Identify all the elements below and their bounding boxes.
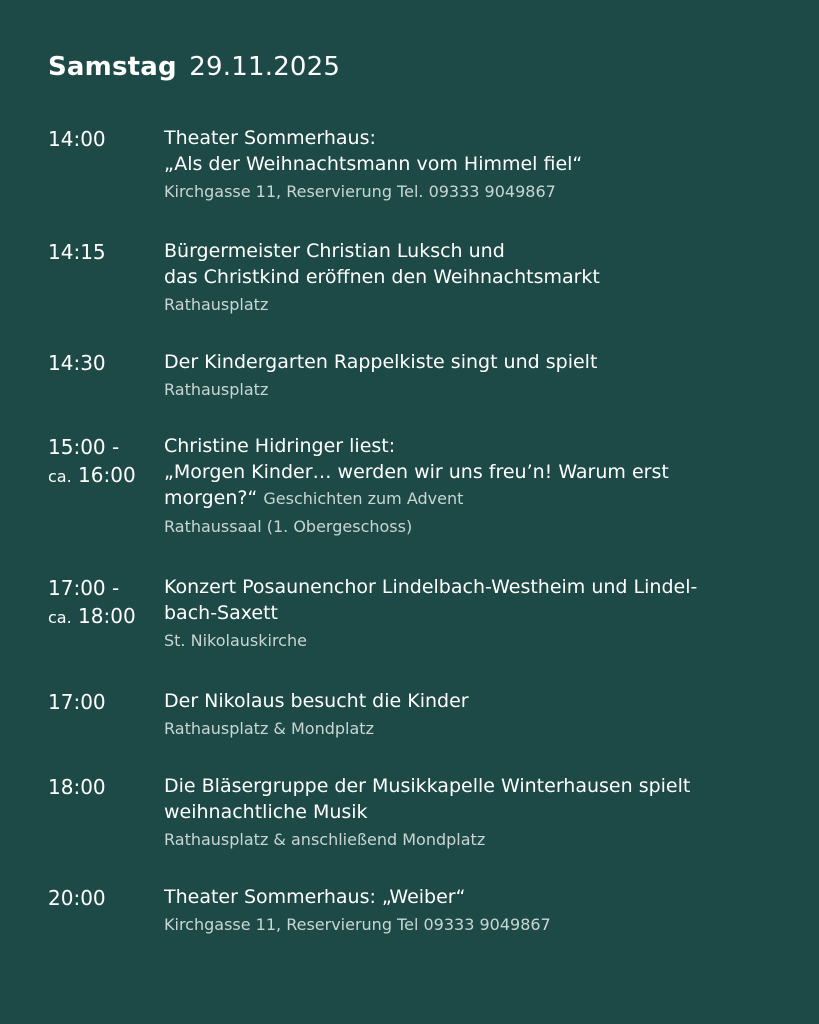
event-location: Rathausplatz <box>164 380 269 399</box>
event-title <box>164 688 794 714</box>
event-title <box>164 238 794 290</box>
event-title-line <box>164 485 794 512</box>
event-time-end <box>48 602 158 632</box>
event-time-start: 15:00 - <box>48 435 120 459</box>
event-title-line: weihnachtliche Musik <box>164 801 368 823</box>
day-label: Samstag <box>48 52 177 82</box>
event-title-line: Christine Hidringer liest: <box>164 435 396 457</box>
event-title-line: Bürgermeister Christian Luksch und <box>164 240 505 262</box>
event-details <box>164 125 794 205</box>
event-time-prefix: ca. <box>48 608 72 627</box>
event-title <box>164 884 794 910</box>
event-time-end-value: 16:00 <box>78 463 136 487</box>
event-details <box>164 884 794 938</box>
date-label: 29.11.2025 <box>189 52 341 82</box>
event-time: 20:00 <box>48 886 106 910</box>
event-location: Rathausplatz <box>164 295 269 314</box>
event-title-line: Der Kindergarten Rappelkiste singt und spielt <box>164 351 598 373</box>
event-title-line: das Christkind eröffnen den Weihnachtsmarkt <box>164 266 600 288</box>
event-location: Rathausplatz & Mondplatz <box>164 719 374 738</box>
event-location: Rathaussaal (1. Obergeschoss) <box>164 517 413 536</box>
event-details <box>164 349 794 403</box>
event-title-line: Theater Sommerhaus: „Weiber“ <box>164 886 466 908</box>
event-details <box>164 238 794 318</box>
event-time-prefix: ca. <box>48 467 72 486</box>
event-details <box>164 574 794 654</box>
event-title-line: Der Nikolaus besucht die Kinder <box>164 690 469 712</box>
event-title-line: Theater Sommerhaus: <box>164 127 376 149</box>
event-details <box>164 433 794 540</box>
event-title-line: „Morgen Kinder… werden wir uns freu’n! Warum erst <box>164 461 669 483</box>
event-title-text: morgen?“ <box>164 487 258 509</box>
event-title-line: bach-Saxett <box>164 602 278 624</box>
event-location: Kirchgasse 11, Reservierung Tel. 09333 9049867 <box>164 182 556 201</box>
event-details <box>164 688 794 742</box>
event-time: 17:00 <box>48 690 106 714</box>
event-time: 14:15 <box>48 240 106 264</box>
event-subtitle: Geschichten zum Advent <box>263 489 464 508</box>
event-title <box>164 433 794 512</box>
page-title <box>48 50 340 84</box>
event-details <box>164 773 794 853</box>
event-time-end-value: 18:00 <box>78 604 136 628</box>
event-title-line: „Als der Weihnachtsmann vom Himmel fiel“ <box>164 153 583 175</box>
event-time <box>48 433 158 491</box>
event-title-line: Konzert Posaunenchor Lindelbach-Westheim und Lindel- <box>164 576 698 598</box>
event-title <box>164 773 794 825</box>
event-location: St. Nikolauskirche <box>164 631 307 650</box>
event-title-line: Die Bläsergruppe der Musikkapelle Winterhausen spielt <box>164 775 691 797</box>
event-title <box>164 125 794 177</box>
event-time: 14:30 <box>48 351 106 375</box>
event-location: Kirchgasse 11, Reservierung Tel 09333 9049867 <box>164 915 551 934</box>
event-time-start: 17:00 - <box>48 576 120 600</box>
event-time: 18:00 <box>48 775 106 799</box>
event-title <box>164 349 794 375</box>
event-location: Rathausplatz & anschließend Mondplatz <box>164 830 486 849</box>
event-time-end <box>48 461 158 491</box>
event-time: 14:00 <box>48 127 106 151</box>
event-time <box>48 574 158 632</box>
event-title <box>164 574 794 626</box>
